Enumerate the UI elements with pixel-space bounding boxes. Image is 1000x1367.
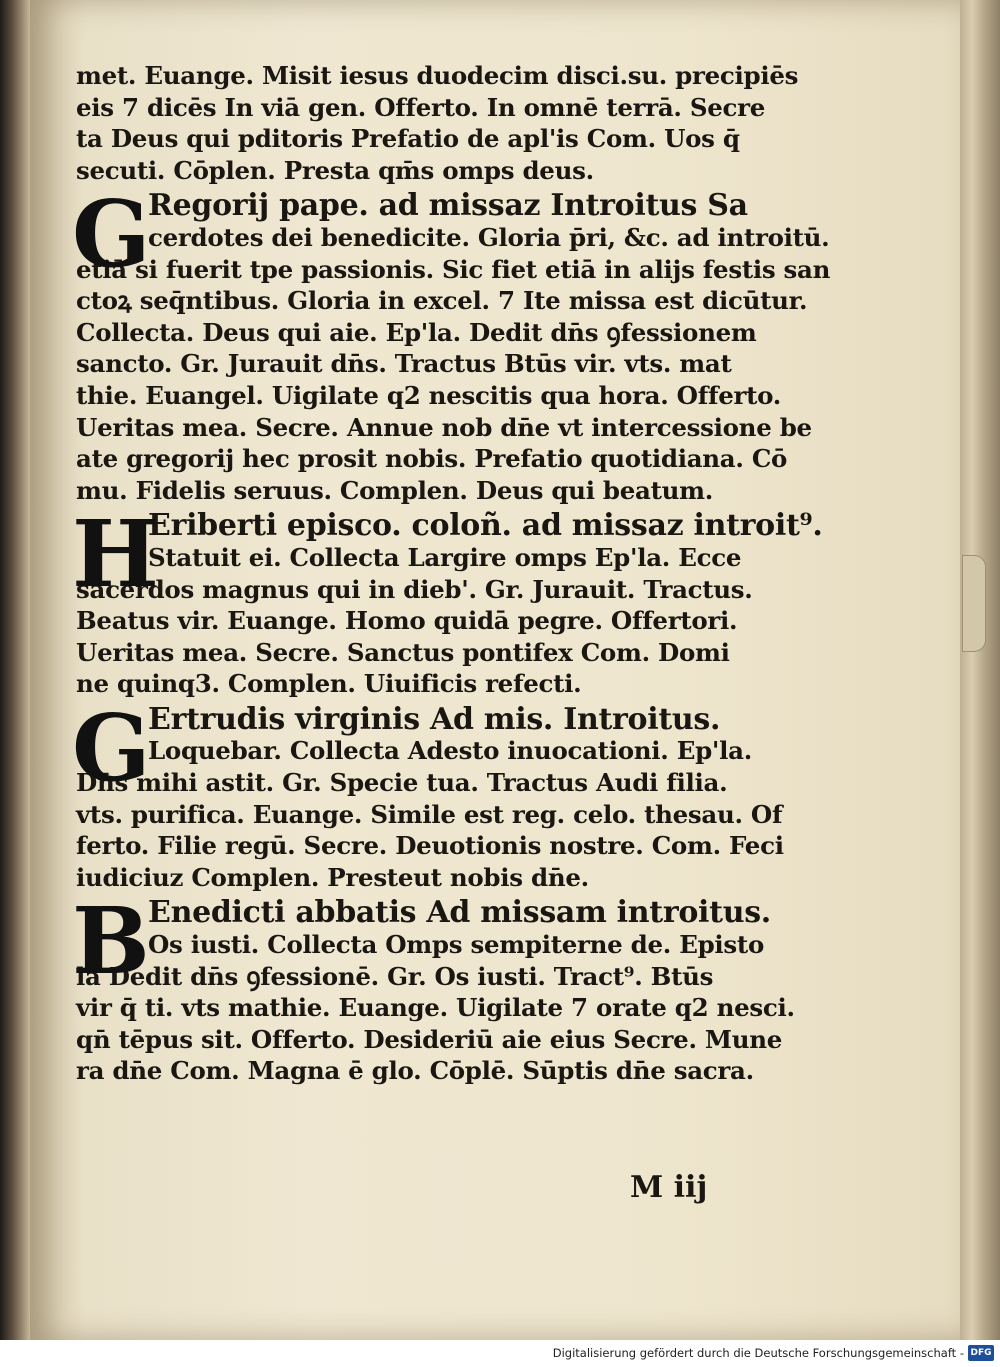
text-line: Ueritas mea. Secre. Sanctus pontifex Com. Domi — [76, 637, 730, 667]
text-line: iudiciuz Complen. Presteut nobis dn̄e. — [76, 862, 589, 892]
text-line: ferto. Filie regū. Secre. Deuotionis nostre. Com. Feci — [76, 831, 784, 861]
decorated-initial: G — [72, 180, 151, 289]
text-line: sancto. Gr. Jurauit dn̄s. Tractus Btūs vir. vts. mat — [76, 349, 732, 379]
section-heading: Ertrudis virginis Ad mis. Introitus. — [148, 701, 721, 737]
page-stack-edge — [960, 0, 1000, 1340]
text-line: Collecta. Deus qui aie. Ep'la. Dedit dn̄s ꝯfessionem — [76, 317, 757, 347]
text-line: la Dedit dn̄s ꝯfessionē. Gr. Os iusti. Tract⁹. Btūs — [76, 961, 714, 991]
section-gertrudis — [72, 693, 796, 894]
text-line: sacerdos magnus qui in dieb'. Gr. Jurauit. Tractus. — [76, 574, 753, 604]
text-line: ctoꝝ seq̄ntibus. Gloria in excel. 7 Ite missa est dicūtur. — [76, 286, 808, 316]
section-heading: Eriberti episco. coloñ. ad missaz introit⁹. — [148, 508, 823, 544]
text-line: Dn̄s mihi astit. Gr. Specie tua. Tractus Audi filia. — [76, 768, 728, 798]
text-line: ra dn̄e Com. Magna ē glo. Cōplē. Sūptis dn̄e sacra. — [76, 1056, 754, 1086]
text-line: Statuit ei. Collecta Largire omps Ep'la. Ecce — [148, 542, 742, 572]
decorated-initial: G — [72, 693, 151, 802]
page-text — [72, 60, 831, 1087]
text-line: ate gregorij hec prosit nobis. Prefatio quotidiana. Cō — [76, 444, 788, 474]
text-line: Loquebar. Collecta Adesto inuocationi. Ep'la. — [148, 736, 752, 766]
text-line: thie. Euangel. Uigilate q2 nescitis qua hora. Offerto. — [76, 380, 781, 410]
text-line: eis 7 dicēs In viā gen. Offerto. In omnē terrā. Secre — [76, 92, 766, 122]
section-heriberti — [72, 500, 823, 700]
text-line: secuti. Cōplen. Presta qm̄s omps deus. — [76, 155, 594, 185]
text-line: ne quinq3. Complen. Uiuificis refecti. — [76, 669, 582, 699]
section-gregorii — [72, 180, 831, 506]
text-line: Os iusti. Collecta Omps sempiterne de. Episto — [148, 930, 764, 960]
decorated-initial: B — [72, 887, 150, 996]
text-line: met. Euange. Misit iesus duodecim disci.su. precipiēs — [76, 61, 799, 90]
text-line: Beatus vir. Euange. Homo quidā pegre. Offertori. — [76, 606, 738, 636]
page-tab-marker — [962, 555, 986, 652]
section-heading: Enedicti abbatis Ad missam introitus. — [148, 895, 771, 931]
text-line: etiā si fuerit tpe passionis. Sic fiet etiā in alijs festis san — [76, 254, 831, 284]
intro-paragraph — [76, 60, 799, 186]
decorated-initial: H — [72, 500, 159, 609]
text-line: vts. purifica. Euange. Simile est reg. celo. thesau. Of — [76, 799, 783, 829]
section-benedicti — [72, 887, 796, 1087]
footer-credit: Digitalisierung gefördert durch die Deutsche Forschungsgemeinschaft - — [552, 1346, 964, 1360]
text-line: Ueritas mea. Secre. Annue nob dn̄e vt intercessione be — [76, 412, 812, 442]
book-spine-edge — [0, 0, 30, 1340]
digitization-footer — [0, 1340, 1000, 1367]
signature-mark: M iij — [630, 1170, 708, 1205]
section-heading: Regorij pape. ad missaz Introitus Sa — [148, 188, 748, 224]
text-line: mu. Fidelis seruus. Complen. Deus qui beatum. — [76, 475, 714, 505]
text-line: ta Deus qui pditoris Prefatio de apl'is Com. Uos q̄ — [76, 124, 740, 154]
text-line: qn̄ tēpus sit. Offerto. Desideriū aie eius Secre. Mune — [76, 1024, 783, 1054]
text-line: vir q̄ ti. vts mathie. Euange. Uigilate 7 orate q2 nesci. — [76, 993, 795, 1023]
dfg-logo: DFG — [968, 1345, 994, 1361]
text-line: cerdotes dei benedicite. Gloria p̄ri, &c. ad introitū. — [148, 222, 830, 252]
